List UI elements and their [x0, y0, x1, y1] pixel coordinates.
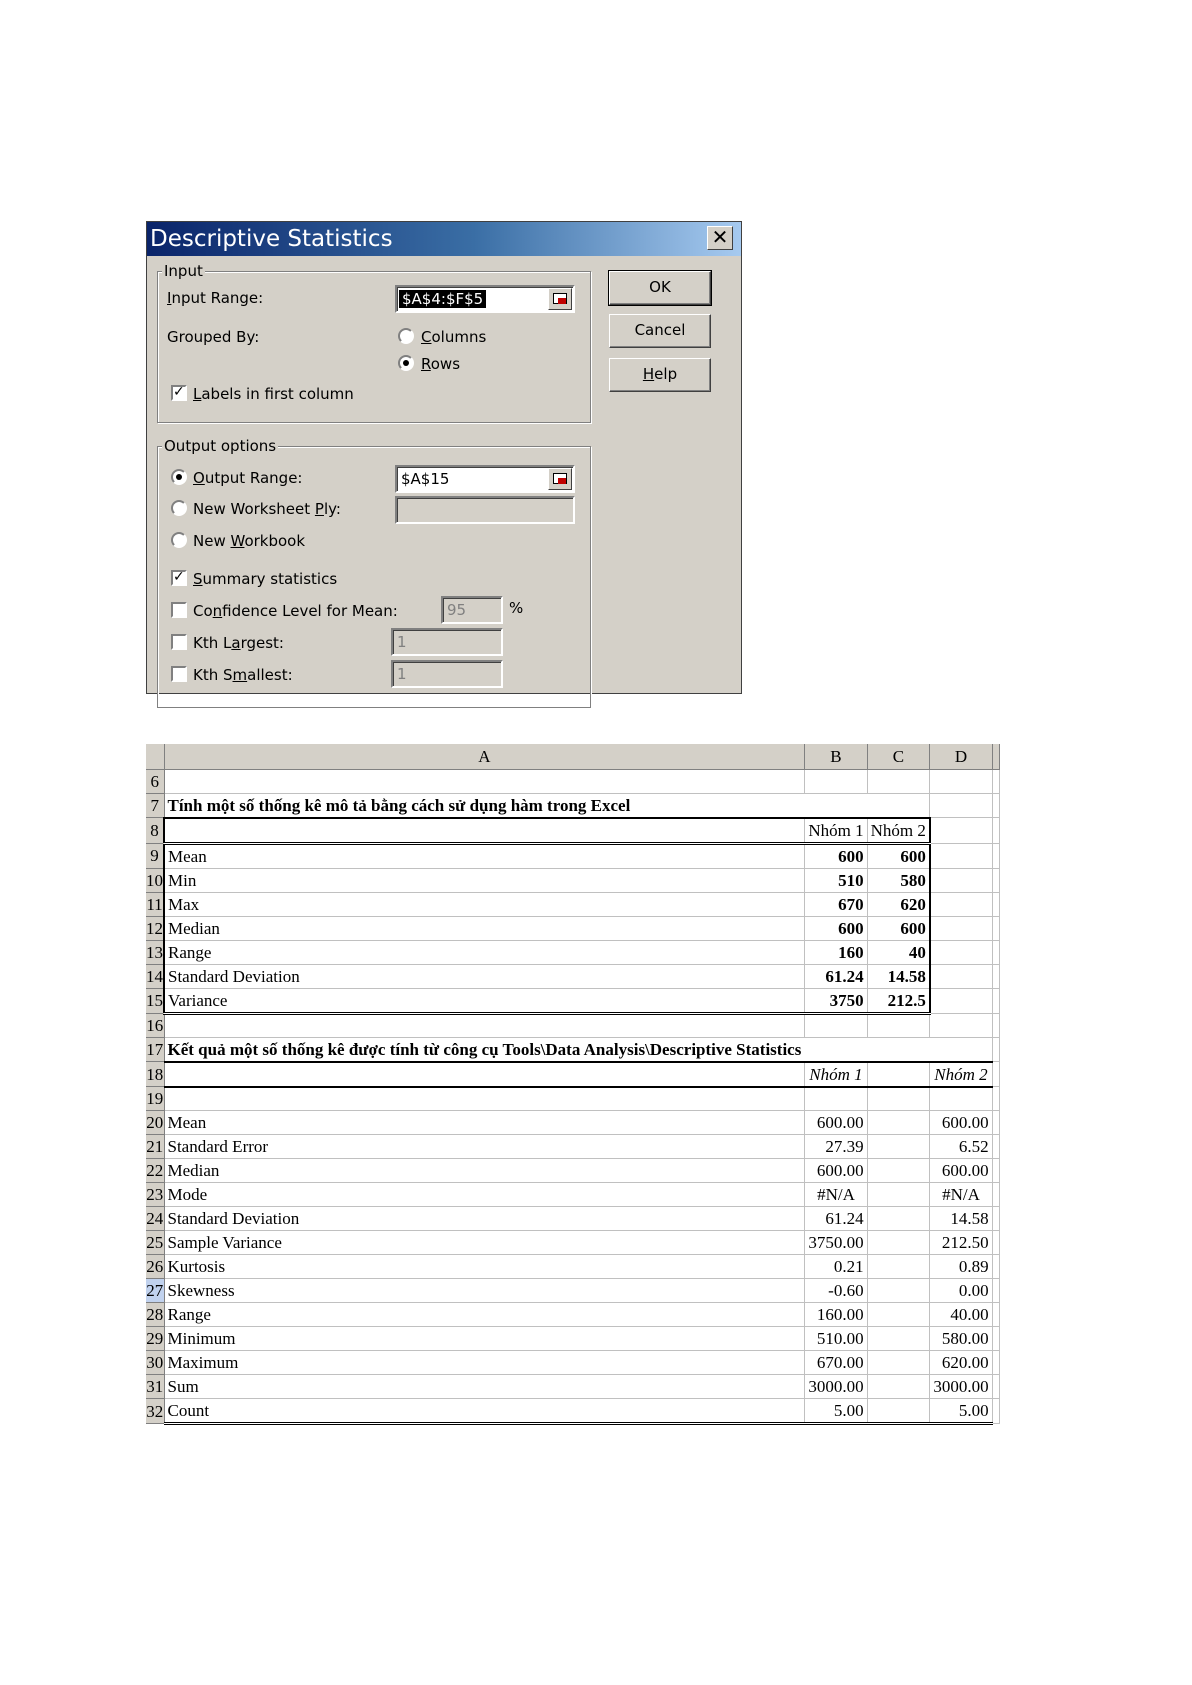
table-row [146, 1087, 999, 1111]
output-range-value: $A$15 [401, 470, 450, 488]
summary-statistics-label[interactable]: Summary statistics [193, 570, 338, 588]
new-workbook-label[interactable]: New Workbook [193, 532, 306, 550]
kth-smallest-checkbox[interactable] [171, 666, 187, 682]
cell-c[interactable]: 14.58 [867, 964, 930, 988]
cell-a[interactable]: Mode [164, 1183, 805, 1207]
row-header[interactable]: 14 [146, 964, 164, 988]
cell-c[interactable] [867, 1111, 930, 1135]
column-header-d[interactable]: D [930, 744, 992, 769]
cell-a[interactable]: Count [164, 1399, 805, 1424]
row-header[interactable]: 15 [146, 988, 164, 1013]
row-header[interactable]: 16 [146, 1013, 164, 1037]
table-row [146, 1375, 999, 1399]
new-worksheet-ply-field[interactable] [395, 496, 575, 524]
cell-d[interactable]: 5.00 [930, 1399, 992, 1424]
column-header-b[interactable]: B [805, 744, 867, 769]
cell-a[interactable]: Minimum [164, 1327, 805, 1351]
spreadsheet-grid [146, 744, 1000, 1425]
cell-a[interactable] [164, 1062, 805, 1087]
new-workbook-radio[interactable] [171, 532, 187, 548]
cell-a[interactable]: Max [164, 892, 805, 916]
cell-e[interactable] [992, 1279, 999, 1303]
cell-c[interactable]: Nhóm 2 [867, 818, 930, 844]
ok-button[interactable]: OK [609, 271, 711, 305]
row-header[interactable]: 29 [146, 1327, 164, 1351]
cell-c[interactable] [867, 769, 930, 793]
table-row [146, 818, 999, 844]
row-header[interactable]: 22 [146, 1159, 164, 1183]
cell-b[interactable]: 160 [805, 940, 867, 964]
cell-d[interactable] [930, 1087, 992, 1111]
cell-c[interactable] [867, 1207, 930, 1231]
table-row [146, 1351, 999, 1375]
cell-a[interactable] [164, 818, 805, 844]
rows-radio[interactable] [398, 355, 414, 371]
cell-e[interactable] [992, 818, 999, 844]
cell-d[interactable] [930, 793, 992, 818]
summary-statistics-checkbox[interactable] [171, 570, 187, 586]
cell-d[interactable] [930, 964, 992, 988]
cell-e[interactable] [992, 1351, 999, 1375]
cell-e[interactable] [992, 1013, 999, 1037]
table-row [146, 940, 999, 964]
cell-b[interactable]: 600 [805, 916, 867, 940]
row-header[interactable]: 10 [146, 868, 164, 892]
cell-b[interactable]: 0.21 [805, 1255, 867, 1279]
close-button[interactable] [707, 226, 733, 250]
cell-e[interactable] [992, 793, 999, 818]
cell-b[interactable] [805, 1087, 867, 1111]
table-row [146, 1279, 999, 1303]
cell-d[interactable]: 620.00 [930, 1351, 992, 1375]
table-row [146, 1183, 999, 1207]
row-header[interactable]: 28 [146, 1303, 164, 1327]
cell-e[interactable] [992, 940, 999, 964]
cell-d[interactable] [930, 892, 992, 916]
kth-smallest-value: 1 [397, 665, 407, 683]
cell-c[interactable] [867, 1062, 930, 1087]
cell-d[interactable]: 14.58 [930, 1207, 992, 1231]
table-row [146, 868, 999, 892]
cell-e[interactable] [992, 868, 999, 892]
cell-b[interactable] [805, 1013, 867, 1037]
table-row [146, 1207, 999, 1231]
cell-d[interactable]: 40.00 [930, 1303, 992, 1327]
cell-b[interactable]: #N/A [805, 1183, 867, 1207]
new-worksheet-ply-radio[interactable] [171, 500, 187, 516]
close-icon: ✕ [711, 225, 729, 249]
kth-largest-checkbox[interactable] [171, 634, 187, 650]
row-header[interactable]: 25 [146, 1231, 164, 1255]
cell-d[interactable] [930, 769, 992, 793]
cell-c[interactable]: 600 [867, 916, 930, 940]
cell-a[interactable]: Range [164, 1303, 805, 1327]
row-header[interactable]: 27 [146, 1279, 164, 1303]
spreadsheet [146, 744, 989, 1477]
cell-a[interactable]: Min [164, 868, 805, 892]
row-header[interactable]: 6 [146, 769, 164, 793]
row-header[interactable]: 17 [146, 1037, 164, 1062]
cell-b[interactable]: 600 [805, 843, 867, 868]
cell-b[interactable]: Nhóm 1 [805, 1062, 867, 1087]
cell-e[interactable] [992, 1135, 999, 1159]
cell-e[interactable] [992, 964, 999, 988]
cell-e[interactable] [992, 916, 999, 940]
output-range-label[interactable]: Output Range: [193, 469, 303, 487]
columns-radio[interactable] [398, 328, 414, 344]
cell-e[interactable] [992, 1183, 999, 1207]
cell-d[interactable]: 0.89 [930, 1255, 992, 1279]
dialog-titlebar[interactable] [147, 222, 741, 256]
cell-e[interactable] [992, 1087, 999, 1111]
table-row [146, 793, 999, 818]
row-header[interactable]: 31 [146, 1375, 164, 1399]
cell-b[interactable]: 160.00 [805, 1303, 867, 1327]
cell-c[interactable]: 40 [867, 940, 930, 964]
cell-c[interactable] [867, 1399, 930, 1424]
table-row [146, 1111, 999, 1135]
cell-a[interactable] [164, 1013, 805, 1037]
cell-b[interactable]: 5.00 [805, 1399, 867, 1424]
cell-b[interactable]: 27.39 [805, 1135, 867, 1159]
output-range-field[interactable] [395, 465, 575, 493]
table-row [146, 1159, 999, 1183]
cell-a[interactable]: Variance [164, 988, 805, 1013]
cell-e[interactable] [992, 1375, 999, 1399]
cell-d[interactable]: 3000.00 [930, 1375, 992, 1399]
cell-a[interactable]: Kết quả một số thống kê được tính từ công cụ Tools\Data Analysis\Descriptive Statistics [164, 1037, 805, 1062]
cell-a[interactable]: Kurtosis [164, 1255, 805, 1279]
input-group-label: Input [164, 262, 203, 280]
confidence-level-checkbox[interactable] [171, 602, 187, 618]
kth-smallest-label[interactable]: Kth Smallest: [193, 666, 293, 684]
table-row [146, 1013, 999, 1037]
cell-a[interactable] [164, 1087, 805, 1111]
kth-smallest-field[interactable] [391, 660, 503, 688]
cell-c[interactable]: 580 [867, 868, 930, 892]
cell-d[interactable] [930, 988, 992, 1013]
cell-d[interactable] [930, 868, 992, 892]
cell-b[interactable] [805, 793, 867, 818]
table-row [146, 916, 999, 940]
cell-a[interactable]: Tính một số thống kê mô tả bằng cách sử dụng hàm trong Excel [164, 793, 805, 818]
cell-d[interactable] [930, 940, 992, 964]
cell-b[interactable]: 670 [805, 892, 867, 916]
labels-first-column-checkbox[interactable] [171, 385, 187, 401]
cell-b[interactable]: 3000.00 [805, 1375, 867, 1399]
cell-d[interactable]: 0.00 [930, 1279, 992, 1303]
output-range-collapse-button[interactable] [548, 468, 572, 490]
cell-d[interactable]: 600.00 [930, 1111, 992, 1135]
cell-a[interactable]: Sum [164, 1375, 805, 1399]
cell-a[interactable]: Median [164, 916, 805, 940]
row-header[interactable]: 7 [146, 793, 164, 818]
cell-a[interactable]: Mean [164, 1111, 805, 1135]
cell-b[interactable]: 510 [805, 868, 867, 892]
table-row [146, 1399, 999, 1424]
cell-a[interactable]: Sample Variance [164, 1231, 805, 1255]
cell-c[interactable] [867, 1037, 930, 1062]
cell-c[interactable] [867, 1375, 930, 1399]
table-row [146, 1037, 999, 1062]
table-row [146, 1231, 999, 1255]
descriptive-statistics-dialog [146, 221, 742, 694]
help-button[interactable]: Help [609, 358, 711, 392]
table-row [146, 769, 999, 793]
cell-a[interactable]: Range [164, 940, 805, 964]
table-row [146, 1303, 999, 1327]
column-header-row [146, 744, 999, 769]
cell-b[interactable]: 61.24 [805, 964, 867, 988]
cell-c[interactable] [867, 1327, 930, 1351]
cell-a[interactable] [164, 769, 805, 793]
confidence-level-field[interactable] [441, 596, 503, 624]
cell-d[interactable] [930, 916, 992, 940]
cell-a[interactable]: Mean [164, 843, 805, 868]
cell-e[interactable] [992, 1255, 999, 1279]
cell-d[interactable]: 6.52 [930, 1135, 992, 1159]
kth-largest-value: 1 [397, 633, 407, 651]
cell-e[interactable] [992, 892, 999, 916]
row-header[interactable]: 20 [146, 1111, 164, 1135]
cell-b[interactable]: 61.24 [805, 1207, 867, 1231]
rows-label[interactable]: Rows [421, 355, 461, 373]
cell-c[interactable]: 212.5 [867, 988, 930, 1013]
cell-d[interactable]: #N/A [930, 1183, 992, 1207]
cell-e[interactable] [992, 769, 999, 793]
cell-d[interactable] [930, 1013, 992, 1037]
output-options-label: Output options [164, 437, 277, 455]
input-range-value: $A$4:$F$5 [399, 290, 486, 308]
cell-b[interactable] [805, 1037, 867, 1062]
cell-b[interactable]: 670.00 [805, 1351, 867, 1375]
cell-e[interactable] [992, 1231, 999, 1255]
cell-c[interactable]: 620 [867, 892, 930, 916]
select-all-corner[interactable] [146, 744, 164, 769]
cell-b[interactable]: -0.60 [805, 1279, 867, 1303]
dialog-title: Descriptive Statistics [150, 226, 393, 252]
cell-e[interactable] [992, 1303, 999, 1327]
cell-d[interactable] [930, 843, 992, 868]
cancel-button[interactable]: Cancel [609, 314, 711, 348]
cell-b[interactable]: 600.00 [805, 1159, 867, 1183]
row-header[interactable]: 26 [146, 1255, 164, 1279]
cell-d[interactable]: 212.50 [930, 1231, 992, 1255]
cell-c[interactable] [867, 793, 930, 818]
cell-a[interactable]: Standard Deviation [164, 964, 805, 988]
row-header[interactable]: 11 [146, 892, 164, 916]
cell-c[interactable] [867, 1255, 930, 1279]
cell-e[interactable] [992, 1062, 999, 1087]
row-header[interactable]: 13 [146, 940, 164, 964]
cell-b[interactable]: 600.00 [805, 1111, 867, 1135]
cell-d[interactable]: Nhóm 2 [930, 1062, 992, 1087]
cell-e[interactable] [992, 1327, 999, 1351]
table-row [146, 1327, 999, 1351]
table-row [146, 843, 999, 868]
row-header[interactable]: 18 [146, 1062, 164, 1087]
column-header-e[interactable] [992, 744, 999, 769]
cell-c[interactable] [867, 1135, 930, 1159]
table-row [146, 1255, 999, 1279]
cell-e[interactable] [992, 1159, 999, 1183]
output-range-radio[interactable] [171, 469, 187, 485]
cell-c[interactable] [867, 1303, 930, 1327]
row-header[interactable]: 30 [146, 1351, 164, 1375]
cell-a[interactable]: Median [164, 1159, 805, 1183]
row-header[interactable]: 19 [146, 1087, 164, 1111]
kth-largest-label[interactable]: Kth Largest: [193, 634, 284, 652]
table-row [146, 1062, 999, 1087]
cell-a[interactable]: Standard Error [164, 1135, 805, 1159]
cell-c[interactable] [867, 1351, 930, 1375]
cell-c[interactable] [867, 1279, 930, 1303]
table-row [146, 1135, 999, 1159]
cell-d[interactable]: 600.00 [930, 1159, 992, 1183]
cell-d[interactable] [930, 1037, 992, 1062]
cell-a[interactable]: Maximum [164, 1351, 805, 1375]
cell-e[interactable] [992, 1207, 999, 1231]
row-header[interactable]: 8 [146, 818, 164, 844]
input-range-collapse-button[interactable] [548, 288, 572, 310]
cell-c[interactable]: 600 [867, 843, 930, 868]
cell-d[interactable]: 580.00 [930, 1327, 992, 1351]
cell-c[interactable] [867, 1231, 930, 1255]
labels-first-column-label[interactable]: Labels in first column [193, 385, 354, 403]
cell-b[interactable]: 3750.00 [805, 1231, 867, 1255]
cell-c[interactable] [867, 1183, 930, 1207]
row-header[interactable]: 32 [146, 1399, 164, 1424]
cell-a[interactable]: Skewness [164, 1279, 805, 1303]
confidence-level-label[interactable]: Confidence Level for Mean: [193, 602, 398, 620]
cell-b[interactable] [805, 769, 867, 793]
table-row [146, 964, 999, 988]
kth-largest-field[interactable] [391, 628, 503, 656]
table-row [146, 988, 999, 1013]
cell-d[interactable] [930, 818, 992, 844]
column-header-c[interactable]: C [867, 744, 930, 769]
row-header[interactable]: 21 [146, 1135, 164, 1159]
cell-b[interactable]: 3750 [805, 988, 867, 1013]
cell-c[interactable] [867, 1013, 930, 1037]
row-header[interactable]: 23 [146, 1183, 164, 1207]
cell-e[interactable] [992, 1399, 999, 1424]
grouped-by-label: Grouped By: [167, 328, 260, 346]
cell-b[interactable]: Nhóm 1 [805, 818, 867, 844]
confidence-level-value: 95 [447, 601, 467, 619]
cell-e[interactable] [992, 843, 999, 868]
cell-a[interactable]: Standard Deviation [164, 1207, 805, 1231]
cell-e[interactable] [992, 1037, 999, 1062]
columns-label[interactable]: Columns [421, 328, 487, 346]
new-worksheet-ply-label[interactable]: New Worksheet Ply: [193, 500, 341, 518]
row-header[interactable]: 12 [146, 916, 164, 940]
cell-c[interactable] [867, 1159, 930, 1183]
input-range-field[interactable] [395, 285, 575, 313]
row-header[interactable]: 24 [146, 1207, 164, 1231]
input-range-label: Input Range: [167, 289, 264, 307]
cell-b[interactable]: 510.00 [805, 1327, 867, 1351]
table-row [146, 892, 999, 916]
percent-sign: % [509, 599, 524, 617]
column-header-a[interactable]: A [164, 744, 805, 769]
cell-e[interactable] [992, 1111, 999, 1135]
row-header[interactable]: 9 [146, 843, 164, 868]
cell-e[interactable] [992, 988, 999, 1013]
cell-c[interactable] [867, 1087, 930, 1111]
